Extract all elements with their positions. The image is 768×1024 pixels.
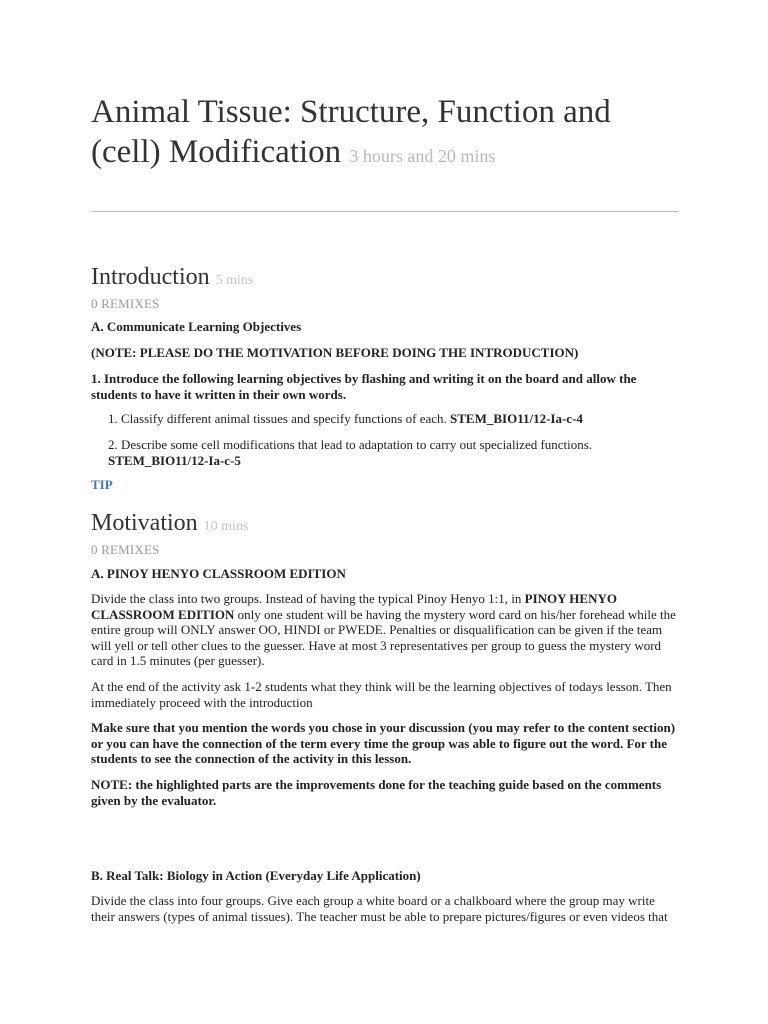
page-title — [91, 92, 681, 176]
paragraph-1-end: only one student will be having the mystery word card on his/her forehead while the entire group will ONLY answer OO, HINDI or PWEDE. Penalties or disqualification can be given if the team will yell or tell other clues to the guesser. Have at most 3 representatives per group to guess the mystery word card in 1.5 minutes (per guesser). — [91, 606, 676, 668]
objective-1-code: STEM_BIO11/12-Ia-c-4 — [450, 411, 583, 426]
objective-2-code: STEM_BIO11/12-Ia-c-5 — [108, 452, 241, 468]
objective-1 — [108, 411, 681, 427]
objective-1-text: 1. Classify different animal tissues and specify functions of each. — [108, 411, 447, 426]
introduction-subheading: A. Communicate Learning Objectives — [91, 319, 302, 334]
introduction-duration: 5 mins — [215, 273, 254, 288]
introduction-section — [91, 263, 681, 313]
introduction-note: (NOTE: PLEASE DO THE MOTIVATION BEFORE DOING THE INTRODUCTION) — [91, 345, 579, 360]
motivation-subheading-a: A. PINOY HENYO CLASSROOM EDITION — [91, 566, 346, 581]
section-heading-motivation — [91, 509, 681, 541]
objective-2 — [108, 437, 681, 468]
motivation-paragraph-4: NOTE: the highlighted parts are the improvements done for the teaching guide based on the comments given by the evaluator. — [91, 777, 662, 808]
section-heading-introduction — [91, 263, 681, 295]
introduction-instruction: 1. Introduce the following learning objectives by flashing and writing it on the board and allow the students to have it written in their own words. — [91, 371, 637, 402]
total-duration: 3 hours and 20 mins — [349, 146, 496, 166]
paragraph-1-start: Divide the class into two groups. Instead of having the typical Pinoy Henyo 1:1, in — [91, 591, 522, 606]
introduction-heading: Introduction — [91, 264, 210, 290]
title-divider — [91, 211, 679, 212]
motivation-paragraph-5: Divide the class into four groups. Give each group a white board or a chalkboard where the group may write their answers (types of animal tissues). The teacher must be able to prepare pictures/figures or even videos that — [91, 893, 668, 924]
motivation-paragraph-2: At the end of the activity ask 1-2 students what they think will be the learning objectives of todays lesson. Then immediately proceed with the introduction — [91, 679, 672, 710]
motivation-heading: Motivation — [91, 510, 198, 536]
objective-2-text: 2. Describe some cell modifications that lead to adaptation to carry out specialized functions. — [108, 437, 593, 452]
paragraph-1-bold: PINOY HENYO CLASSROOM EDITION — [91, 591, 617, 622]
motivation-section — [91, 509, 681, 559]
motivation-subheading-b: B. Real Talk: Biology in Action (Everyday Life Application) — [91, 868, 421, 883]
introduction-remixes-link[interactable]: 0 REMIXES — [91, 296, 160, 311]
motivation-duration: 10 mins — [203, 519, 249, 534]
tip-link[interactable]: TIP — [91, 477, 113, 492]
title-text: Animal Tissue: Structure, Function and (cell) Modification — [91, 94, 611, 170]
motivation-paragraph-3: Make sure that you mention the words you chose in your discussion (you may refer to the content section) or you can have the connection of the term every time the group was able to figure out the word. For the students to see the connection of the activity in this lesson. — [91, 720, 676, 766]
motivation-remixes-link[interactable]: 0 REMIXES — [91, 542, 160, 557]
motivation-paragraph-1 — [91, 591, 681, 669]
